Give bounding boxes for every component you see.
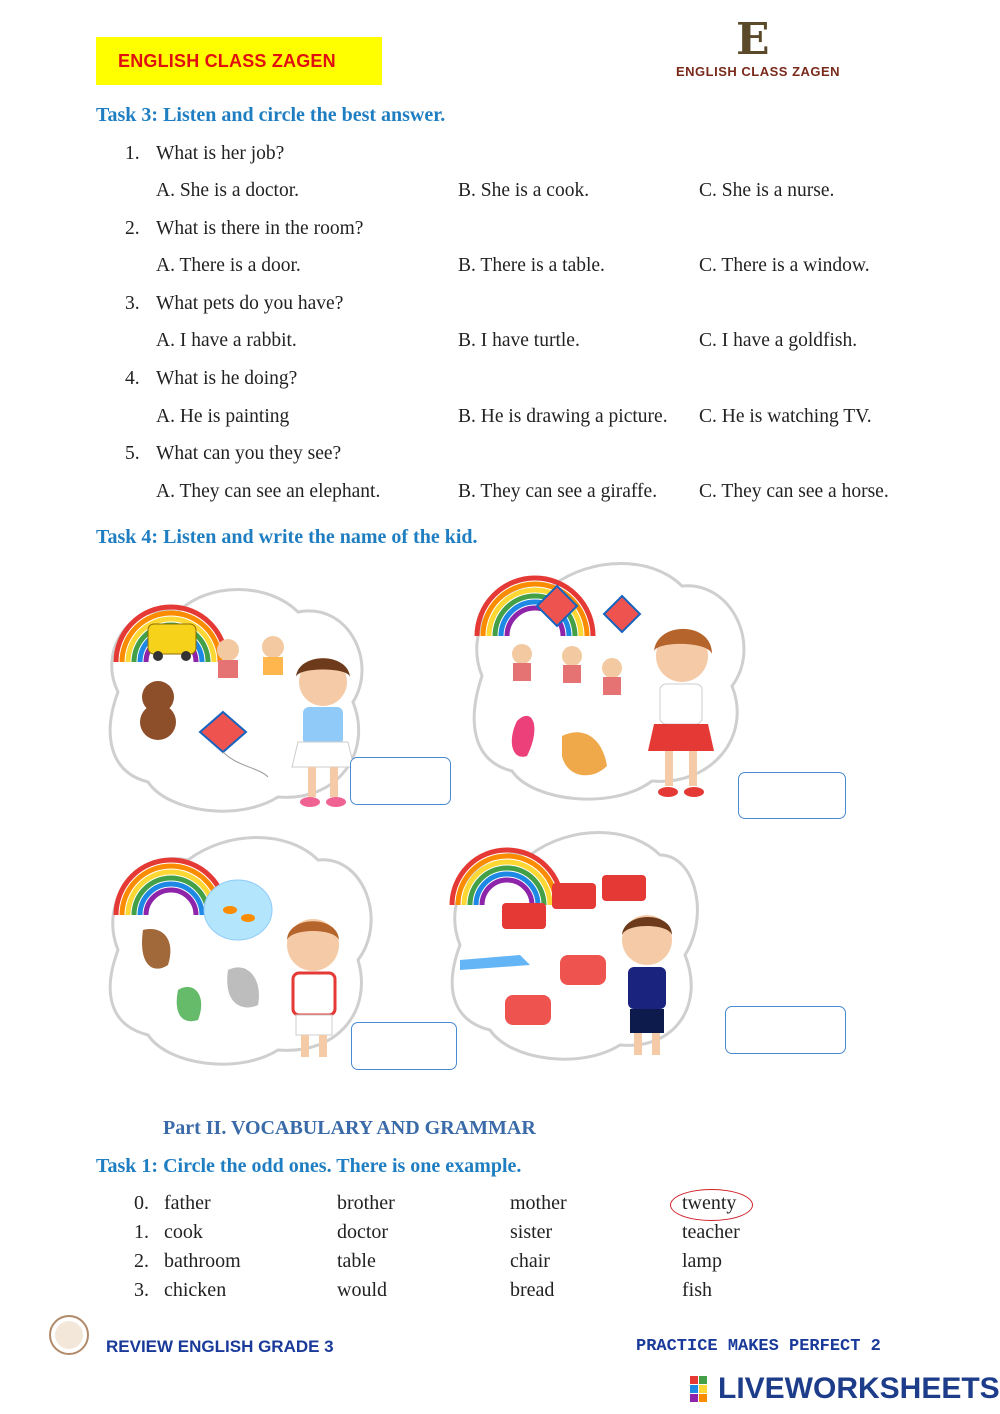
footer-right: PRACTICE MAKES PERFECT 2 xyxy=(636,1337,881,1356)
logo-text: ENGLISH CLASS ZAGEN xyxy=(676,64,841,79)
option-a[interactable]: A. She is a doctor. xyxy=(156,180,299,201)
footer-logo-icon xyxy=(48,1314,90,1356)
word[interactable]: cook xyxy=(164,1221,203,1243)
word[interactable]: chicken xyxy=(164,1279,227,1301)
row-number: 3. xyxy=(134,1279,149,1301)
answer-input-1[interactable] xyxy=(350,757,451,805)
row-number: 0. xyxy=(134,1192,149,1214)
option-a[interactable]: A. He is painting xyxy=(156,406,290,427)
doll-icon xyxy=(562,646,582,666)
option-c[interactable]: C. He is watching TV. xyxy=(699,406,872,427)
kid-illustration-2 xyxy=(462,556,762,818)
word[interactable]: chair xyxy=(510,1250,550,1272)
truck-icon xyxy=(602,875,646,901)
liveworksheets-logo-icon xyxy=(690,1376,716,1402)
header-label: ENGLISH CLASS ZAGEN xyxy=(118,51,336,71)
row-number: 2. xyxy=(134,1250,149,1272)
question-number: 5. xyxy=(125,443,140,464)
part2-title: Part II. VOCABULARY AND GRAMMAR xyxy=(163,1117,536,1139)
header-banner xyxy=(96,37,382,85)
answer-input-4[interactable] xyxy=(725,1006,846,1054)
word[interactable]: lamp xyxy=(682,1250,722,1272)
question-text: What is her job? xyxy=(156,143,285,164)
option-b[interactable]: B. There is a table. xyxy=(458,255,605,276)
truck-icon xyxy=(552,883,596,909)
option-c[interactable]: C. I have a goldfish. xyxy=(699,330,858,351)
kid-illustration-4 xyxy=(440,825,710,1075)
doll-icon xyxy=(602,658,622,678)
word[interactable]: father xyxy=(164,1192,211,1214)
footer-left: REVIEW ENGLISH GRADE 3 xyxy=(106,1337,334,1356)
option-c[interactable]: C. They can see a horse. xyxy=(699,481,889,502)
option-a[interactable]: A. There is a door. xyxy=(156,255,301,276)
task3-title: Task 3: Listen and circle the best answer. xyxy=(96,104,446,126)
kid-illustration-1 xyxy=(98,572,378,822)
row-number: 1. xyxy=(134,1221,149,1243)
doll-icon xyxy=(512,644,532,664)
liveworksheets-brand[interactable]: LIVEWORKSHEETS xyxy=(718,1372,1000,1405)
question-number: 3. xyxy=(125,293,140,314)
answer-input-2[interactable] xyxy=(738,772,846,819)
word[interactable]: teacher xyxy=(682,1221,740,1243)
word[interactable]: would xyxy=(337,1279,387,1301)
word[interactable]: mother xyxy=(510,1192,567,1214)
car-icon xyxy=(505,995,551,1025)
word[interactable]: brother xyxy=(337,1192,395,1214)
word[interactable]: twenty xyxy=(682,1192,737,1214)
word[interactable]: fish xyxy=(682,1279,712,1301)
question-text: What can you they see? xyxy=(156,443,342,464)
task4-title: Task 4: Listen and write the name of the kid. xyxy=(96,526,478,548)
word[interactable]: bread xyxy=(510,1279,555,1301)
kid-illustration-3 xyxy=(98,830,378,1075)
question-text: What is he doing? xyxy=(156,368,298,389)
question-number: 2. xyxy=(125,218,140,239)
doll-icon xyxy=(217,639,239,661)
bus-icon xyxy=(148,624,196,654)
question-number: 1. xyxy=(125,143,140,164)
option-b[interactable]: B. She is a cook. xyxy=(458,180,590,201)
option-b[interactable]: B. I have turtle. xyxy=(458,330,580,351)
question-text: What is there in the room? xyxy=(156,218,364,239)
option-c[interactable]: C. She is a nurse. xyxy=(699,180,835,201)
car-icon xyxy=(560,955,606,985)
option-a[interactable]: A. I have a rabbit. xyxy=(156,330,297,351)
task1-title: Task 1: Circle the odd ones. There is one example. xyxy=(96,1155,522,1177)
question-number: 4. xyxy=(125,368,140,389)
option-b[interactable]: B. They can see a giraffe. xyxy=(458,481,658,502)
word[interactable]: table xyxy=(337,1250,376,1272)
option-c[interactable]: C. There is a window. xyxy=(699,255,870,276)
option-b[interactable]: B. He is drawing a picture. xyxy=(458,406,668,427)
question-text: What pets do you have? xyxy=(156,293,344,314)
logo-letter: E xyxy=(736,14,770,65)
doll-icon xyxy=(262,636,284,658)
word[interactable]: doctor xyxy=(337,1221,389,1243)
fishbowl-icon xyxy=(204,880,272,940)
truck-icon xyxy=(502,903,546,929)
word[interactable]: bathroom xyxy=(164,1250,241,1272)
example-circle xyxy=(670,1189,753,1221)
word[interactable]: sister xyxy=(510,1221,553,1243)
option-a[interactable]: A. They can see an elephant. xyxy=(156,481,381,502)
